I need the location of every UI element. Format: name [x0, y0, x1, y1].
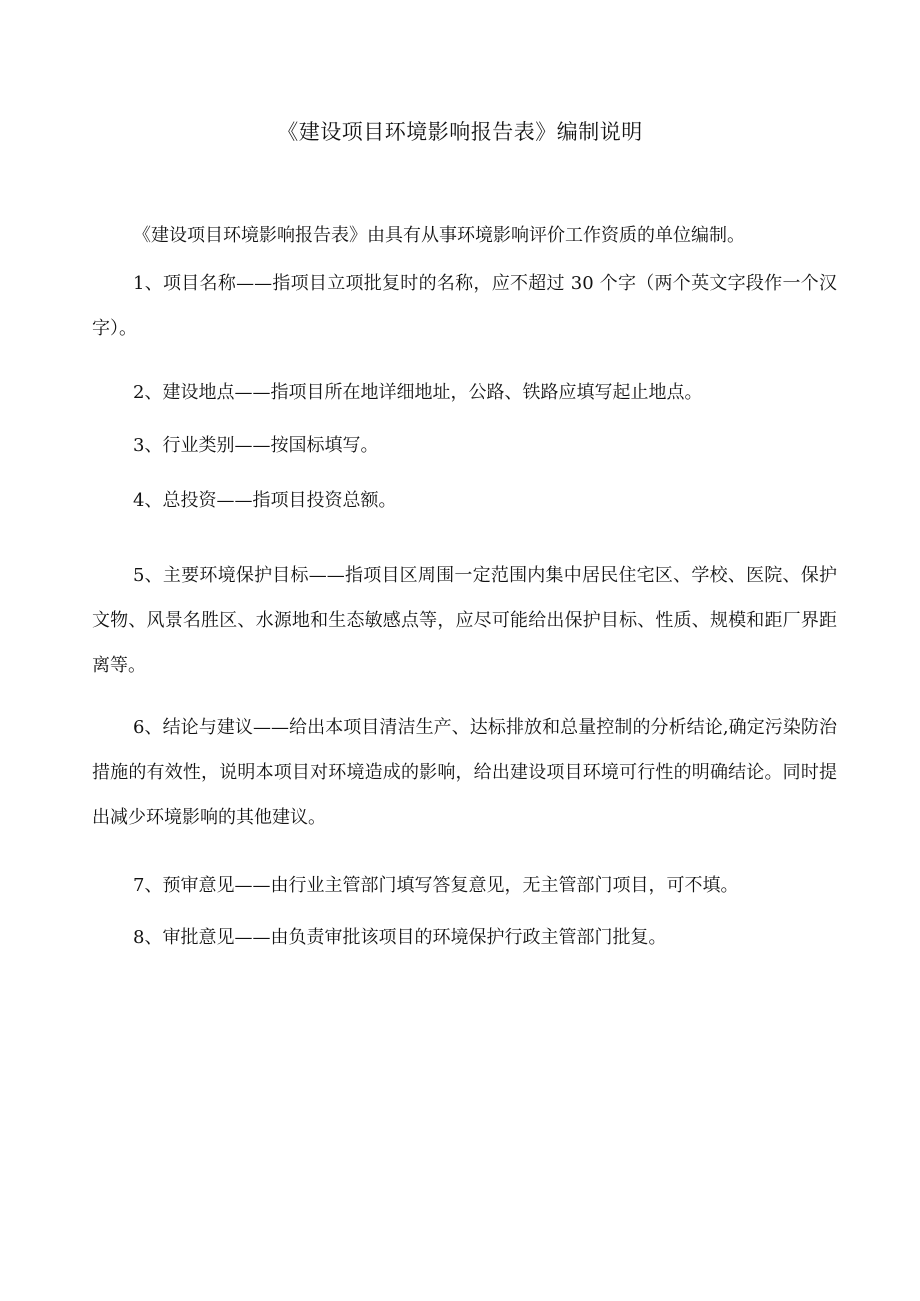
instruction-item-protection-targets: 5、主要环境保护目标——指项目区周围一定范围内集中居民住宅区、学校、医院、保护文物、风景名胜区、水源地和生态敏感点等，应尽可能给出保护目标、性质、规模和距厂界距离等。	[92, 565, 837, 676]
intro-paragraph: 《建设项目环境影响报告表》由具有从事环境影响评价工作资质的单位编制。	[133, 225, 745, 246]
instruction-item-preliminary-review: 7、预审意见——由行业主管部门填写答复意见，无主管部门项目，可不填。	[133, 875, 739, 896]
instruction-item-conclusions: 6、结论与建议——给出本项目清洁生产、达标排放和总量控制的分析结论,确定污染防治措施的有效性，说明本项目对环境造成的影响，给出建设项目环境可行性的明确结论。同时提出减少环境影响的其他建议。	[92, 717, 837, 828]
document-title: 《建设项目环境影响报告表》编制说明	[277, 120, 643, 144]
instruction-item-location: 2、建设地点——指项目所在地详细地址，公路、铁路应填写起止地点。	[133, 382, 703, 403]
instruction-item-approval-opinion: 8、审批意见——由负责审批该项目的环境保护行政主管部门批复。	[133, 927, 667, 948]
instruction-item-total-investment: 4、总投资——指项目投资总额。	[133, 490, 397, 511]
instruction-item-project-name: 1、项目名称——指项目立项批复时的名称，应不超过 30 个字（两个英文字段作一个汉字）。	[92, 273, 837, 339]
instruction-item-industry-category: 3、行业类别——按国标填写。	[133, 435, 379, 456]
